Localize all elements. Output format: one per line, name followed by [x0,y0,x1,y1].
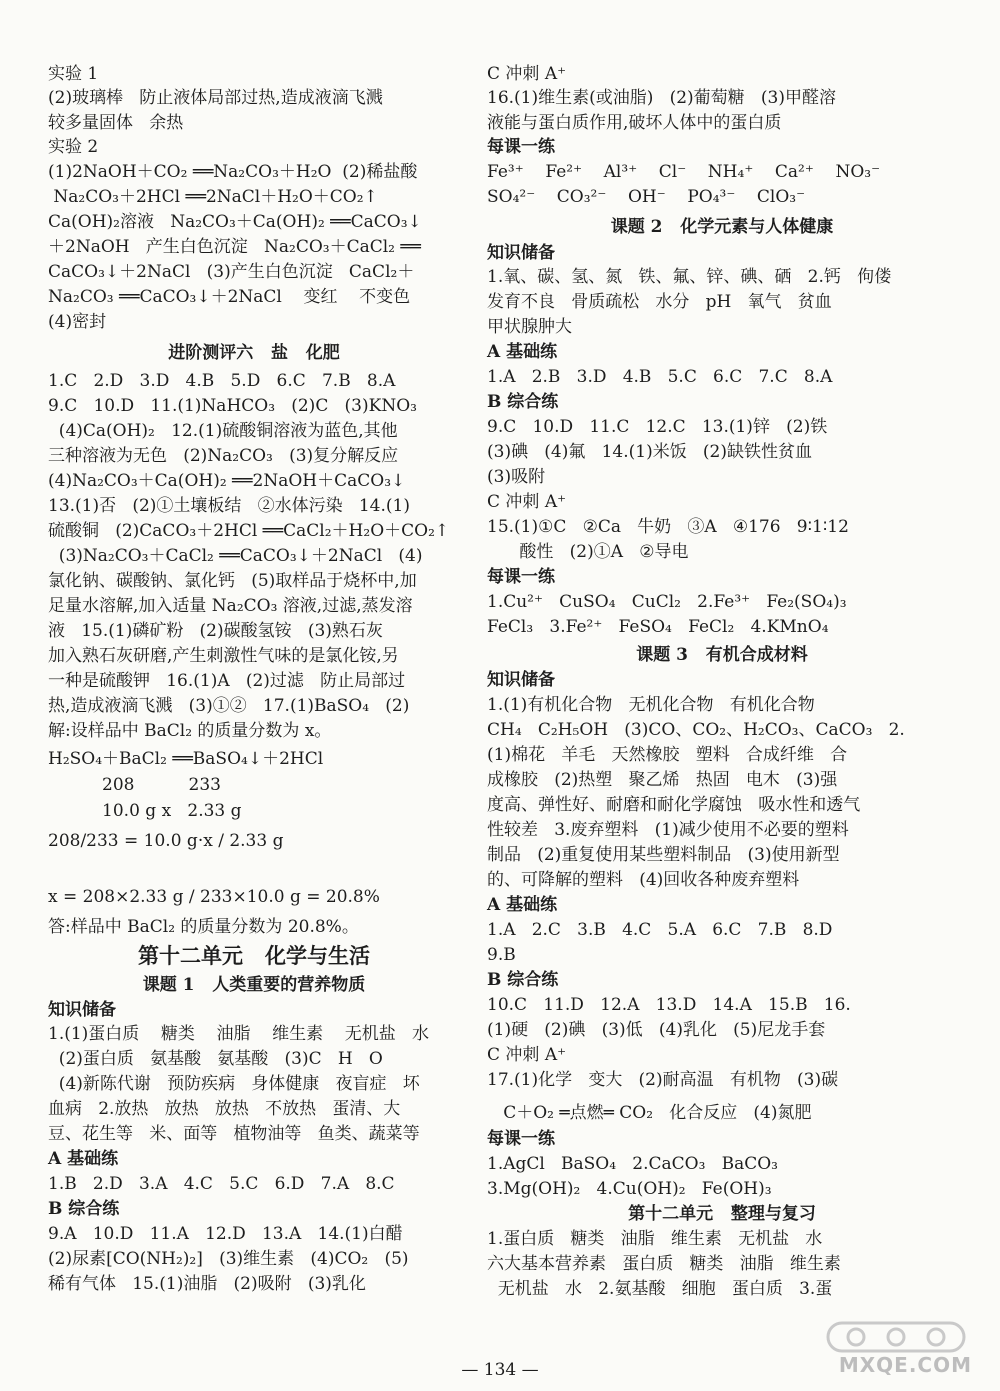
answer-line: 热,造成液滴飞溅 (3)①② 17.(1)BaSO₄ (2) [48,696,410,716]
answer-line: 稀有气体 15.(1)油脂 (2)吸附 (3)乳化 [48,1274,366,1294]
answer-line: Na₂CO₃ ══CaCO₃↓＋2NaCl 变红 不变色 [48,287,411,307]
answer-line: 13.(1)否 (2)①土壤板结 ②水体污染 14.(1) [48,496,410,516]
answer-line: 足量水溶解,加入适量 Na₂CO₃ 溶液,过滤,蒸发溶 [48,596,413,616]
answer-line: (2)玻璃棒 防止液体局部过热,造成液滴飞溅 [48,88,383,108]
answer-line: Ca(OH)₂溶液 Na₂CO₃＋Ca(OH)₂ ══CaCO₃↓ [48,212,422,232]
answer-line: 氯化钠、碳酸钠、氯化钙 (5)取样品于烧杯中,加 [48,571,417,591]
answer-line: 1.A 2.C 3.B 4.C 5.A 6.C 7.B 8.D [487,920,833,940]
answer-line: (2)蛋白质 氨基酸 氨基酸 (3)C H O [48,1049,383,1069]
answer-line: 液能与蛋白质作用,破坏人体中的蛋白质 [487,113,782,133]
answer-line: 性较差 3.废弃塑料 (1)减少使用不必要的塑料 [487,820,849,840]
answer-line: (4)新陈代谢 预防疾病 身体健康 夜盲症 坏 [48,1074,420,1094]
answer-line: 208 233 [48,775,221,795]
section-label: A 基础练 [487,342,558,362]
lesson-heading: 进阶测评六 盐 化肥 [168,343,340,363]
answer-line: 15.(1)①C ②Ca 牛奶 ③A ④176 9∶1∶12 [487,517,849,537]
answer-line: ＋2NaOH 产生白色沉淀 Na₂CO₃＋CaCl₂ ══ [48,237,421,257]
section-label: A 基础练 [48,1149,119,1169]
answer-line: Fe³⁺ Fe²⁺ Al³⁺ Cl⁻ NH₄⁺ Ca²⁺ NO₃⁻ [487,162,881,182]
answer-line: (1)2NaOH＋CO₂ ══Na₂CO₃＋H₂O (2)稀盐酸 [48,162,418,182]
answer-line: 208/233 = 10.0 g·x / 2.33 g [48,831,284,851]
answer-line: 1.A 2.B 3.D 4.B 5.C 6.C 7.C 8.A [487,367,833,387]
answer-line: C＋O₂ ═点燃═ CO₂ 化合反应 (4)氮肥 [487,1103,812,1123]
answer-line: 度高、弹性好、耐磨和耐化学腐蚀 吸水性和透气 [487,795,861,815]
answer-line: 甲状腺肿大 [487,317,572,337]
answer-line: 血病 2.放热 放热 放热 不放热 蛋清、大 [48,1099,401,1119]
answer-line: 1.蛋白质 糖类 油脂 维生素 无机盐 水 [487,1229,823,1249]
answer-line: 1.(1)有机化合物 无机化合物 有机化合物 [487,695,815,715]
answer-line: 答:样品中 BaCl₂ 的质量分数为 20.8%。 [48,917,359,937]
answer-line: 9.C 10.D 11.C 12.C 13.(1)锌 (2)铁 [487,417,828,437]
answer-line: 一种是硫酸钾 16.(1)A (2)过滤 防止局部过 [48,671,406,691]
section-label: 知识储备 [48,1000,116,1020]
answer-line: 17.(1)化学 变大 (2)耐高温 有机物 (3)碳 [487,1070,839,1090]
answer-line: x = 208×2.33 g / 233×10.0 g = 20.8% [48,887,380,907]
lesson-heading: 课题 2 化学元素与人体健康 [610,217,834,237]
answer-line: (2)尿素[CO(NH₂)₂] (3)维生素 (4)CO₂ (5) [48,1249,409,1269]
answer-line: 成橡胶 (2)热塑 聚乙烯 热固 电木 (3)强 [487,770,838,790]
answer-line: 液 15.(1)磷矿粉 (2)碳酸氢铵 (3)熟石灰 [48,621,383,641]
section-label: 每课一练 [487,1129,555,1149]
answer-line: 实验 1 [48,64,99,84]
answer-line: (3)吸附 [487,467,546,487]
lesson-heading: 课题 1 人类重要的营养物质 [142,975,366,995]
answer-stamp-icon [826,1321,966,1353]
answer-line: (4)密封 [48,312,107,332]
answer-line: (1)棉花 羊毛 天然橡胶 塑料 合成纤维 合 [487,745,848,765]
answer-line: 制品 (2)重复使用某些塑料制品 (3)使用新型 [487,845,840,865]
answer-line: (4)Ca(OH)₂ 12.(1)硫酸铜溶液为蓝色,其他 [48,421,398,441]
lesson-heading: 第十二单元 整理与复习 [628,1204,816,1224]
answer-line: (4)Na₂CO₃＋Ca(OH)₂ ══2NaOH＋CaCO₃↓ [48,471,406,491]
answer-line: 硫酸铜 (2)CaCO₃＋2HCl ══CaCl₂＋H₂O＋CO₂↑ [48,521,450,541]
section-label: 知识储备 [487,670,555,690]
section-label: 每课一练 [487,137,555,157]
answer-line: 六大基本营养素 蛋白质 糖类 油脂 维生素 [487,1254,841,1274]
answer-line: 10.C 11.D 12.A 13.D 14.A 15.B 16. [487,995,851,1015]
answer-line: CaCO₃↓＋2NaCl (3)产生白色沉淀 CaCl₂＋ [48,262,415,282]
answer-line: 1.B 2.D 3.A 4.C 5.C 6.D 7.A 8.C [48,1174,395,1194]
answer-line: 较多量固体 余热 [48,113,184,133]
answer-line: 三种溶液为无色 (2)Na₂CO₃ (3)复分解反应 [48,446,399,466]
section-label: 知识储备 [487,243,555,263]
answer-line: 1.C 2.D 3.D 4.B 5.D 6.C 7.B 8.A [48,371,396,391]
answer-line: 解:设样品中 BaCl₂ 的质量分数为 x。 [48,721,332,741]
lesson-heading: 课题 3 有机合成材料 [636,645,808,665]
answer-line: 加入熟石灰研磨,产生刺激性气味的是氯化铵,另 [48,646,399,666]
answer-line: (1)硬 (2)碘 (3)低 (4)乳化 (5)尼龙手套 [487,1020,826,1040]
watermark-site: MXQE.COM [838,1353,972,1377]
section-label: 每课一练 [487,567,555,587]
section-label: A 基础练 [487,895,558,915]
answer-line: (3)碘 (4)氟 14.(1)米饭 (2)缺铁性贫血 [487,442,812,462]
answer-line: C 冲刺 A⁺ [487,1045,567,1065]
answer-line: 16.(1)维生素(或油脂) (2)葡萄糖 (3)甲醛溶 [487,88,836,108]
answer-line: (3)Na₂CO₃＋CaCl₂ ══CaCO₃↓＋2NaCl (4) [48,546,423,566]
section-label: B 综合练 [487,970,559,990]
answer-line: 的、可降解的塑料 (4)回收各种废弃塑料 [487,870,800,890]
answer-line: 无机盐 水 2.氨基酸 细胞 蛋白质 3.蛋 [487,1279,833,1299]
answer-line: Na₂CO₃＋2HCl ══2NaCl＋H₂O＋CO₂↑ [48,187,378,207]
answer-line: 9.A 10.D 11.A 12.D 13.A 14.(1)白醋 [48,1224,403,1244]
answer-line: H₂SO₄＋BaCl₂ ══BaSO₄↓＋2HCl [48,749,324,769]
answer-line: 1.Cu²⁺ CuSO₄ CuCl₂ 2.Fe³⁺ Fe₂(SO₄)₃ [487,592,847,612]
watermark [822,1321,972,1377]
page-number: — 134 — [461,1360,539,1380]
answer-line: 酸性 (2)①A ②导电 [487,542,689,562]
answer-line: 发育不良 骨质疏松 水分 pH 氧气 贫血 [487,292,832,312]
answer-line: C 冲刺 A⁺ [487,492,567,512]
answer-line: 10.0 g x 2.33 g [48,801,242,821]
unit-heading: 第十二单元 化学与生活 [138,943,370,968]
answer-line: CH₄ C₂H₅OH (3)CO、CO₂、H₂CO₃、CaCO₃ 2. [487,720,905,740]
answer-line: 3.Mg(OH)₂ 4.Cu(OH)₂ Fe(OH)₃ [487,1179,772,1199]
answer-line: C 冲刺 A⁺ [487,64,567,84]
answer-line: 9.B [487,945,516,965]
section-label: B 综合练 [48,1199,120,1219]
section-label: B 综合练 [487,392,559,412]
answer-line: 豆、花生等 米、面等 植物油等 鱼类、蔬菜等 [48,1124,420,1144]
answer-line: 1.AgCl BaSO₄ 2.CaCO₃ BaCO₃ [487,1154,778,1174]
answer-line: 9.C 10.D 11.(1)NaHCO₃ (2)C (3)KNO₃ [48,396,417,416]
answer-line: 实验 2 [48,137,99,157]
answer-line: FeCl₃ 3.Fe²⁺ FeSO₄ FeCl₂ 4.KMnO₄ [487,617,829,637]
answer-line: 1.(1)蛋白质 糖类 油脂 维生素 无机盐 水 [48,1024,429,1044]
answer-line: 1.氧、碳、氢、氮 铁、氟、锌、碘、硒 2.钙 佝偻 [487,267,892,287]
answer-line: SO₄²⁻ CO₃²⁻ OH⁻ PO₄³⁻ ClO₃⁻ [487,187,806,207]
